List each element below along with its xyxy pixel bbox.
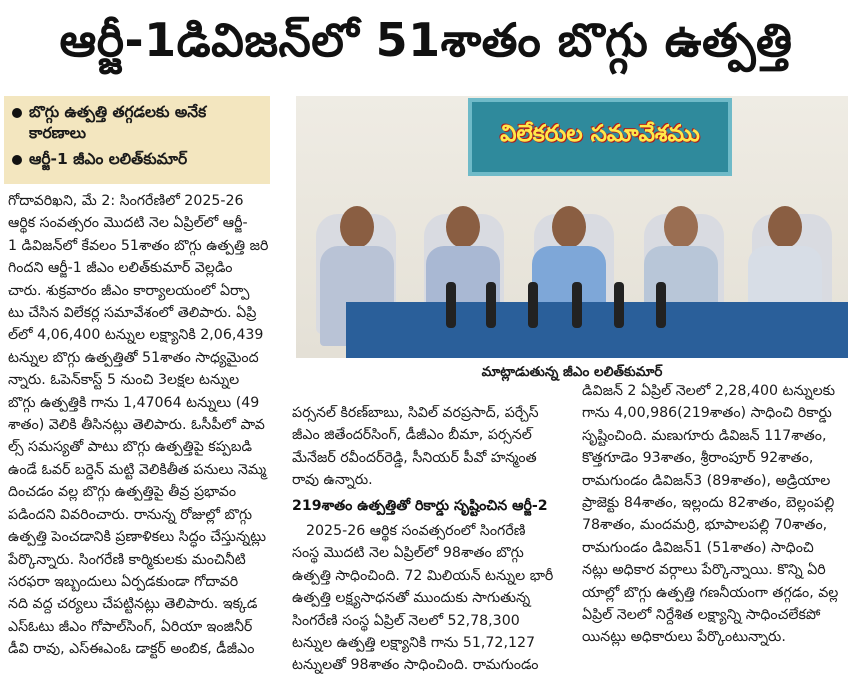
- mic-icon: [614, 282, 624, 328]
- bullet-icon: [12, 108, 22, 118]
- text-line: శాతం) వెలికి తీసినట్లు తెలిపారు. ఓసీపీలో పావ: [8, 417, 265, 434]
- text-line: ఎస్ఓటు జీఎం గోపాల్‌సింగ్, ఏరియా ఇంజినీర్: [8, 618, 253, 635]
- head-shape: [340, 206, 374, 248]
- highlight-line: బొగ్గు ఉత్పత్తి తగ్గడలకు అనేక: [29, 103, 207, 121]
- section-subheading: 219శాతం ఉత్పత్తితో రికార్డు సృష్టించిన ఆర్జీ-2: [292, 497, 548, 514]
- highlight-line: ఆర్జీ-1 జీఎం లలిత్‌కుమార్: [29, 150, 188, 168]
- mic-icon: [656, 282, 666, 328]
- text-line: ఉత్పత్తి లక్ష్యసాధనతో ముందుకు సాగుతున్న: [292, 590, 531, 607]
- highlight-item: [12, 149, 264, 170]
- text-line: నట్లు అధికార వర్గాలు పేర్కొన్నాయి. కొన్ని ఏరి: [582, 562, 826, 579]
- photo-caption: మాట్లాడుతున్న జీఎం లలిత్‌కుమార్: [481, 364, 663, 380]
- text-line: సృష్టించింది. మణుగూరు డివిజన్ 117శాతం,: [582, 427, 827, 444]
- press-meet-photo: [296, 96, 848, 358]
- text-line: ఉత్పత్తి పెంచడానికి ప్రణాళికలు సిద్ధం చేస్తున్నట్లు: [8, 529, 266, 546]
- text-line: డీవి రావు, ఎస్ఈఎంఓ డాక్టర్ అంబిక, డీజీఎం: [8, 641, 255, 658]
- article-column-middle: [292, 402, 568, 677]
- text-line: ఉండే ఓవర్ బర్డెన్ మట్టి వెలికితీత పనులు నెమ్మ: [8, 461, 267, 478]
- text-line: సింగరేణి సంస్థ ఏప్రిల్ నెలలో 52,78,300: [292, 612, 520, 629]
- text-line: ఆర్థిక సంవత్సరం మొదటి నెల ఏప్రిల్‌లో ఆర్జీ-: [8, 215, 248, 232]
- highlights-box: [4, 96, 270, 184]
- text-line: సంస్థ మొదటి నెల ఏప్రిల్‌లో 98శాతం బొగ్గు: [292, 545, 524, 562]
- text-line: మేనేజర్ రవీందర్‌రెడ్డి, సీనియర్ పీవో హన్మంత: [292, 449, 537, 466]
- text-line: గిందని ఆర్జీ-1 జీఎం లలిత్‌కుమార్ వెల్లడిం: [8, 260, 233, 277]
- text-line: ప్రాజెక్టు 84శాతం, ఇల్లందు 82శాతం, బెల్లంపల్లి: [582, 495, 835, 512]
- text-line: రావు ఉన్నారు.: [292, 472, 373, 489]
- article-column-right: [582, 380, 846, 649]
- text-line: ఏప్రిల్ నెలలో నిర్దేశిత లక్ష్యాన్ని సాధించలేకపో: [582, 607, 821, 624]
- text-line: దించడం వల్ల బొగ్గు ఉత్పత్తిపై తీవ్ర ప్రభావం: [8, 484, 237, 501]
- text-line: జీఎం జితేందర్‌సింగ్, డీజీఎం బీమా, పర్సనల్: [292, 427, 532, 444]
- mic-icon: [572, 282, 582, 328]
- head-shape: [768, 206, 802, 248]
- text-line: 1 డివిజన్‌లో కేవలం 51శాతం బొగ్గు ఉత్పత్తి జరి: [8, 237, 269, 254]
- text-line: టన్నులతో 98శాతం సాధించింది. రామగుండం: [292, 657, 539, 674]
- text-line: యినట్లు అధికారులు పేర్కొంటున్నారు.: [582, 629, 786, 646]
- text-line: నది వద్ద చర్యలు చేపట్టినట్లు తెలిపారు. ఇక్కడ: [8, 596, 258, 613]
- highlight-line: కారణాలు: [29, 124, 87, 142]
- text-line: పడిందని వివరించారు. రానున్న రోజుల్లో బొగ్గు: [8, 506, 253, 523]
- article-column-left: [8, 190, 280, 661]
- bullet-icon: [12, 155, 22, 165]
- mic-icon: [446, 282, 456, 328]
- highlight-item: [12, 102, 264, 144]
- table-shape: [346, 302, 848, 358]
- text-line: గాను 4,00,986(219శాతం) సాధించి రికార్డు: [582, 405, 832, 422]
- text-line: ల్స్ సమస్యతో పాటు బొగ్గు ఉత్పత్తిపై కప్పబడి: [8, 439, 253, 456]
- head-shape: [664, 206, 698, 248]
- text-line: పర్సనల్ కిరణ్‌బాబు, సివిల్ వరప్రసాద్, పర్చేస్: [292, 405, 539, 421]
- text-line: రామగుండం డివిజన్1 (51శాతం) సాధించి: [582, 539, 814, 556]
- text-line: టన్నుల ఉత్పత్తి లక్ష్యానికి గాను 51,72,127: [292, 635, 536, 652]
- text-line: పేర్కొన్నారు. సింగరేణి కార్మికులకు మంచినీటి: [8, 551, 246, 568]
- text-line: చారు. శుక్రవారం జీఎం కార్యాలయంలో ఏర్పా: [8, 282, 250, 299]
- text-line: కొత్తగూడెం 93శాతం, శ్రీరాంపూర్ 92శాతం,: [582, 450, 814, 467]
- mic-icon: [528, 282, 538, 328]
- head-shape: [446, 206, 480, 248]
- text-line: టు చేసిన విలేకర్ల సమావేశంలో తెలిపారు. ఏప్రి: [8, 305, 257, 322]
- text-line: గోదావరిఖని, మే 2: సింగరేణిలో 2025-26: [8, 193, 244, 209]
- text-line: ఉత్పత్తి సాధించింది. 72 మిలియన్ టన్నుల భారీ: [292, 567, 554, 584]
- text-line: ల్‌లో 4,06,400 టన్నుల లక్ష్యానికి 2,06,439: [8, 327, 264, 344]
- text-line: రామగుండం డివిజన్3 (89శాతం), అడ్రియాల: [582, 472, 831, 489]
- text-line: న్నారు. ఓపెన్‌కాస్ట్ 5 నుంచి 3లక్షల టన్నుల: [8, 372, 240, 389]
- headline: ఆర్జీ-1డివిజన్‌లో 51శాతం బొగ్గు ఉత్పత్తి: [59, 13, 793, 67]
- photo-banner: విలేకరుల సమావేశము: [468, 98, 732, 176]
- text-line: సరఫరా ఇబ్బందులు ఏర్పడకుండా గోదావరి: [8, 573, 239, 590]
- text-line: బొగ్గు ఉత్పత్తికి గాను 1,47064 టన్నులు (49: [8, 394, 260, 411]
- text-line: టన్నుల బొగ్గు ఉత్పత్తితో 51శాతం సాధ్యమైంద: [8, 349, 259, 366]
- text-line: యాల్లో బొగ్గు ఉత్పత్తి గణనీయంగా తగ్గడం, వల్ల: [582, 584, 839, 601]
- text-line: డివిజన్ 2 ఏప్రిల్ నెలలో 2,28,400 టన్నులకు: [582, 383, 836, 399]
- text-line: 2025-26 ఆర్థిక సంవత్సరంలో సింగరేణి: [306, 523, 526, 540]
- text-line: 78శాతం, మందమర్రి, భూపాలపల్లి 70శాతం,: [582, 517, 828, 534]
- mic-icon: [486, 282, 496, 328]
- head-shape: [552, 206, 586, 248]
